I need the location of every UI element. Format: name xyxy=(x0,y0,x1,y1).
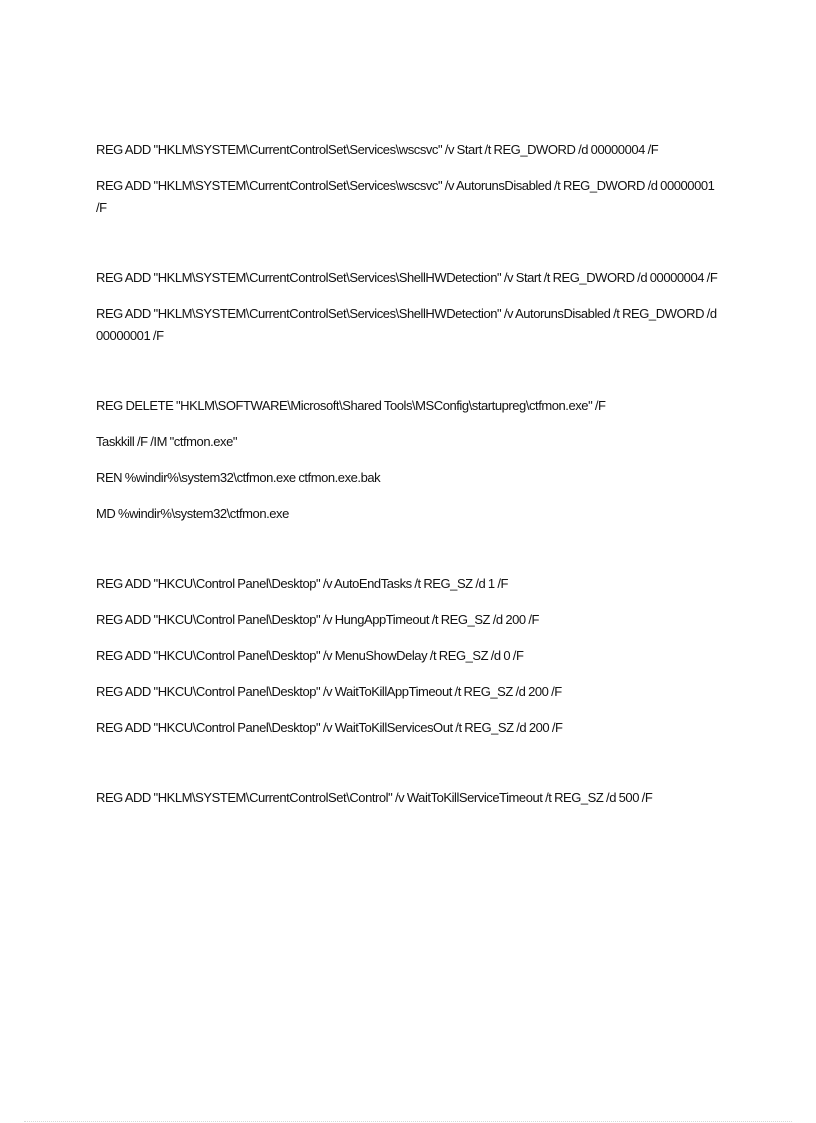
command-line: REG ADD "HKCU\Control Panel\Desktop" /v AutoEndTasks /t REG_SZ /d 1 /F xyxy=(96,576,509,591)
command-line: REG ADD "HKLM\SYSTEM\CurrentControlSet\Services\wscsvc" /v AutorunsDisabled /t REG_DWORD /d 00000001 /F xyxy=(96,178,715,215)
group-spacer xyxy=(96,347,726,395)
command-line: Taskkill /F /IM "ctfmon.exe" xyxy=(96,434,238,449)
command-line: REG ADD "HKLM\SYSTEM\CurrentControlSet\Services\ShellHWDetection" /v AutorunsDisabled /t REG_DWORD /d 00000001 /F xyxy=(96,306,717,343)
command-line: REG ADD "HKLM\SYSTEM\CurrentControlSet\Services\wscsvc" /v Start /t REG_DWORD /d 00000004 /F xyxy=(96,142,659,157)
line-spacer xyxy=(96,667,726,681)
group-spacer xyxy=(96,739,726,787)
command-line: REG ADD "HKLM\SYSTEM\CurrentControlSet\Control" /v WaitToKillServiceTimeout /t REG_SZ /d 500 /F xyxy=(96,790,653,805)
line-spacer xyxy=(96,289,726,303)
command-line: REN %windir%\system32\ctfmon.exe ctfmon.exe.bak xyxy=(96,470,381,485)
command-line: REG ADD "HKCU\Control Panel\Desktop" /v WaitToKillAppTimeout /t REG_SZ /d 200 /F xyxy=(96,684,562,699)
page-bottom-divider xyxy=(24,1121,792,1122)
line-spacer xyxy=(96,453,726,467)
line-spacer xyxy=(96,161,726,175)
line-spacer xyxy=(96,631,726,645)
group-spacer xyxy=(96,525,726,573)
line-spacer xyxy=(96,489,726,503)
command-line: REG ADD "HKCU\Control Panel\Desktop" /v HungAppTimeout /t REG_SZ /d 200 /F xyxy=(96,612,539,627)
command-line: REG ADD "HKCU\Control Panel\Desktop" /v WaitToKillServicesOut /t REG_SZ /d 200 /F xyxy=(96,720,563,735)
command-line: REG ADD "HKLM\SYSTEM\CurrentControlSet\Services\ShellHWDetection" /v Start /t REG_DWORD /d 00000004 /F xyxy=(96,270,718,285)
command-line: MD %windir%\system32\ctfmon.exe xyxy=(96,506,289,521)
line-spacer xyxy=(96,595,726,609)
command-listing xyxy=(96,139,726,809)
command-line: REG DELETE "HKLM\SOFTWARE\Microsoft\Shared Tools\MSConfig\startupreg\ctfmon.exe" /F xyxy=(96,398,606,413)
line-spacer xyxy=(96,417,726,431)
line-spacer xyxy=(96,703,726,717)
command-line: REG ADD "HKCU\Control Panel\Desktop" /v MenuShowDelay /t REG_SZ /d 0 /F xyxy=(96,648,524,663)
group-spacer xyxy=(96,219,726,267)
